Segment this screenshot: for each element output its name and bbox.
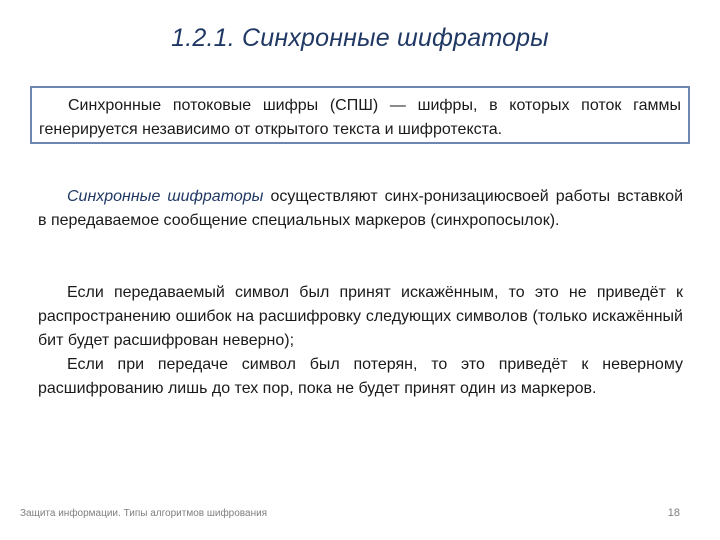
paragraph-distorted-symbol: Если передаваемый символ был принят искажённым, то это не приведёт к распространению ошибок на расшифровку следующих символов (только искажённый бит будет расшифрован неверно); — [38, 284, 683, 349]
page-number: 18 — [667, 507, 680, 519]
slide-title: 1.2.1. Синхронные шифраторы — [171, 24, 549, 52]
definition-box — [30, 86, 690, 144]
paragraph-synchronizers — [38, 185, 683, 233]
term-synchronous-encoders: Синхронные шифраторы — [67, 188, 264, 205]
paragraph-lost-symbol: Если при передаче символ был потерян, то это приведёт к неверному расшифрованию лишь до тех пор, пока не будет принят один из маркеров. — [38, 356, 683, 397]
paragraph-synchronizers-text: осуществляют синх-ронизациюсвоей работы вставкой в передаваемое сообщение специальных маркеров (синхропосылок). — [38, 188, 684, 229]
footer-text: Защита информации. Типы алгоритмов шифрования — [20, 508, 268, 519]
definition-text: Синхронные потоковые шифры (СПШ) — шифры, в которых поток гаммы генерируется независимо от открытого текста и шифротекста. — [39, 97, 681, 138]
